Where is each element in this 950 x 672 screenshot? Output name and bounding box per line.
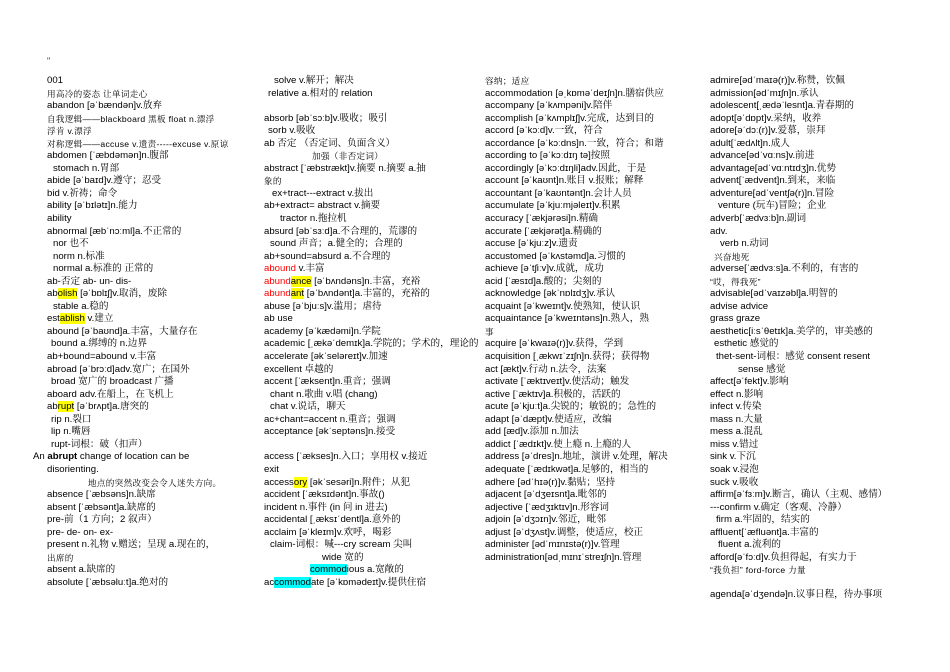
text-line: 001 bbox=[47, 75, 64, 86]
text-line: aesthetic[iːsˈθetɪk]a.美学的，审美感的 bbox=[710, 325, 873, 337]
text-line: admission[ədˈmɪʃn]n.承认 bbox=[710, 87, 819, 99]
colored-fragment: abound bbox=[264, 263, 297, 275]
text-line: ab use bbox=[264, 313, 293, 325]
text-fragment: v.建立 bbox=[84, 313, 114, 325]
text-line: solve v.解开；解决 bbox=[274, 75, 354, 86]
text-line: according to [əˈkɔːdɪŋ tə]按照 bbox=[485, 150, 610, 162]
text-line: admire[ədˈmaɪə(r)]v.称赞，钦佩 bbox=[710, 75, 845, 86]
text-line: “莪负担” ford-force 力量 bbox=[710, 565, 806, 576]
text-line: adjust [əˈdʒʌst]v.调整，使适应，校正 bbox=[485, 526, 644, 538]
text-line: venture (玩车)冒险；企业 bbox=[718, 200, 827, 212]
text-line: lip n.嘴唇 bbox=[51, 426, 91, 438]
highlighted-fragment: ory bbox=[293, 476, 308, 488]
text-line: 用高冷的姿态 让单词走心 bbox=[47, 88, 148, 99]
text-line bbox=[264, 263, 469, 276]
text-line: acquaint [əˈkweɪnt]v.使熟知，使认识 bbox=[485, 300, 641, 312]
text-line: relative a.相对的 relation bbox=[268, 87, 373, 99]
page-mark: " bbox=[47, 56, 51, 66]
text-line: adventure[ədˈventʃə(r)]n.冒险 bbox=[710, 187, 835, 199]
text-line: stomach n.胃部 bbox=[53, 162, 120, 174]
text-line: accommodation [əˌkɒməˈdeɪʃn]n.膳宿供应 bbox=[485, 87, 664, 99]
text-line: accustomed [əˈkʌstəmd]a.习惯的 bbox=[485, 250, 626, 262]
text-line: grass graze bbox=[710, 313, 761, 325]
text-line: add [æd]v.添加 n.加法 bbox=[485, 426, 579, 438]
text-line: normal a.标准的 正常的 bbox=[53, 263, 154, 275]
text-line: ab-否定 ab- un- dis- bbox=[47, 275, 132, 287]
text-line: ex+tract---extract v.拔出 bbox=[272, 187, 374, 199]
text-fragment: ab bbox=[47, 401, 58, 413]
text-line: absurd [əbˈsɜːd]a.不合理的，荒谬的 bbox=[264, 225, 418, 237]
column-2 bbox=[264, 75, 479, 589]
text-line: accurate [ˈækjərət]a.精确的 bbox=[485, 225, 602, 237]
text-line: pre-前（1 方向；2 叙声） bbox=[47, 514, 157, 526]
text-line: sorb v.吸收 bbox=[268, 125, 316, 137]
colored-fragment: abund bbox=[264, 288, 291, 300]
text-line: active [ˈæktɪv]a.积极的，活跃的 bbox=[485, 388, 621, 400]
text-line: adore[əˈdɔː(r)]v.爱慕，崇拜 bbox=[710, 125, 826, 137]
text-line bbox=[264, 288, 469, 301]
text-line: address [əˈdres]n.地址，演讲 v.处理，解决 bbox=[485, 451, 668, 463]
text-line: advance[ədˈvɑːns]v.前进 bbox=[710, 150, 815, 162]
text-line: accelerate [əkˈseləreɪt]v.加速 bbox=[264, 351, 388, 363]
text-line: advantage[ədˈvɑːntɪdʒ]n.优势 bbox=[710, 162, 836, 174]
text-line: affect[əˈfekt]v.影响 bbox=[710, 376, 789, 388]
text-line: exit bbox=[264, 463, 279, 475]
text-line: sink v.下沉 bbox=[710, 451, 756, 463]
text-line: adverb[ˈædvɜːb]n.副词 bbox=[710, 213, 807, 225]
text-line bbox=[264, 439, 469, 452]
text-line: acceptance [əkˈseptəns]n.接受 bbox=[264, 426, 396, 438]
column-1 bbox=[33, 75, 248, 589]
text-line: adjoin [əˈdʒɔɪn]v.邻近，毗邻 bbox=[485, 514, 606, 526]
text-fragment: change of location can be bbox=[77, 451, 190, 463]
text-line: bid v.祈祷；命令 bbox=[47, 187, 118, 199]
text-line: sound 声音；a.健全的；合理的 bbox=[270, 238, 403, 250]
text-line: stable a.稳的 bbox=[53, 300, 109, 312]
text-line: ab+sound=absurd a.不合理的 bbox=[264, 250, 391, 262]
text-line: 自我逻辑——blackboard 黑板 float n.漂浮 bbox=[47, 113, 215, 124]
text-line: claim-词根：喊---cry scream 尖叫 bbox=[270, 539, 413, 551]
text-line: abroad [əˈbrɔːd]adv.宽广；在国外 bbox=[47, 363, 190, 375]
text-line: academy [əˈkædəmi]n.学院 bbox=[264, 325, 381, 337]
column-4 bbox=[710, 75, 920, 602]
text-line: fluent a.流利的 bbox=[718, 539, 781, 551]
text-line: pre- de- on- ex- bbox=[47, 526, 114, 538]
text-line: disorienting. bbox=[47, 463, 99, 475]
text-line: tractor n.拖拉机 bbox=[280, 213, 347, 225]
text-line: soak v.浸泡 bbox=[710, 463, 759, 475]
text-line: academic [ˌækəˈdemɪk]a.学院的；学术的，理论的 bbox=[264, 338, 479, 350]
text-line: accident [ˈæksɪdənt]n.事故() bbox=[264, 489, 385, 501]
text-line: aboard adv.在船上，在飞机上 bbox=[47, 388, 174, 400]
text-line: 出席的 bbox=[47, 552, 74, 563]
text-line bbox=[264, 564, 469, 577]
text-line: ac+chant=accent n.重音；强调 bbox=[264, 413, 396, 425]
text-line: advisable[ədˈvaɪzəbl]a.明智的 bbox=[710, 288, 838, 300]
text-line: “哎，得我死” bbox=[710, 276, 761, 287]
text-line: administration[ədˌmɪnɪˈstreɪʃn]n.管理 bbox=[485, 551, 642, 563]
text-fragment: An bbox=[33, 451, 48, 463]
text-line: abandon [əˈbændən]v.放弃 bbox=[47, 100, 163, 112]
text-line: agenda[əˈdʒendə]n.议事日程，待办事项 bbox=[710, 589, 883, 601]
text-line bbox=[264, 276, 469, 289]
text-line: present n.礼物 v.赠送；呈现 a.现在的， bbox=[47, 539, 216, 551]
text-fragment: ab bbox=[47, 288, 58, 300]
text-line: acclaim [əˈkleɪm]v.欢呼，喝彩 bbox=[264, 526, 392, 538]
text-line: esthetic 感觉的 bbox=[714, 338, 779, 350]
text-line: thet-sent-词根：感觉 consent resent bbox=[716, 351, 871, 363]
text-fragment: [əˈbrʌpt]a.唐突的 bbox=[74, 401, 149, 413]
highlighted-fragment: olish bbox=[57, 288, 78, 300]
text-line: nor 也不 bbox=[53, 238, 89, 250]
text-line: ability [əˈbɪlətɪ]n.能力 bbox=[47, 200, 138, 212]
text-line: absence [ˈæbsəns]n.缺席 bbox=[47, 489, 156, 501]
text-line: wide 宽的 bbox=[322, 551, 364, 563]
text-line: adjective [ˈædʒɪktɪv]n.形容词 bbox=[485, 501, 610, 513]
text-line: adv. bbox=[710, 225, 728, 237]
text-line: accord [əˈkɔːd]v.一致，符合 bbox=[485, 125, 603, 137]
text-fragment: [əˈbɒlɪʃ]v.取消，废除 bbox=[77, 288, 168, 300]
text-fragment: [əkˈsesəri]n.附件；从犯 bbox=[307, 476, 411, 488]
text-line: verb n.动词 bbox=[720, 238, 769, 250]
text-line: advise advice bbox=[710, 300, 769, 312]
text-line: ability bbox=[47, 213, 72, 225]
text-line: mess a.混乱 bbox=[710, 426, 763, 438]
highlighted-fragment: ant bbox=[290, 288, 305, 300]
text-line bbox=[264, 100, 469, 113]
text-line: 事 bbox=[485, 326, 494, 337]
text-line: access [ˈækses]n.入口；享用权 v.接近 bbox=[264, 451, 428, 463]
text-line: adequate [ˈædɪkwət]a.足够的，相当的 bbox=[485, 463, 649, 475]
text-line: rip n.裂口 bbox=[51, 413, 92, 425]
text-fragment: est bbox=[47, 313, 60, 325]
colored-fragment: abund bbox=[264, 275, 291, 287]
text-line: ab 否定 （否定词、负面含义） bbox=[264, 137, 396, 149]
text-fragment: ate [əˈkɒmədeɪt]v.提供住宿 bbox=[310, 576, 427, 588]
text-line: acquisition [ˌækwɪˈzɪʃn]n.获得；获得物 bbox=[485, 351, 650, 363]
text-line: adhere [ədˈhɪə(r)]v.黏贴；坚持 bbox=[485, 476, 616, 488]
text-line bbox=[33, 451, 248, 464]
text-line: suck v.吸收 bbox=[710, 476, 759, 488]
text-line: abstract [ˈæbstrækt]v.摘要 n.摘要 a.抽 bbox=[264, 162, 426, 174]
text-fragment: ious a.宽敞的 bbox=[346, 564, 404, 576]
text-line: effect n.影响 bbox=[710, 388, 764, 400]
text-line: abound [əˈbaʊnd]a.丰富，大量存在 bbox=[47, 325, 198, 337]
text-fragment: abrupt bbox=[47, 451, 78, 463]
text-line: ab+extract= abstract v.摘要 bbox=[264, 200, 381, 212]
text-line: chat v.说话，聊天 bbox=[270, 401, 346, 413]
text-line: firm a.牢固的，结实的 bbox=[716, 514, 810, 526]
column-3 bbox=[485, 75, 695, 564]
text-fragment: [əˈbʌndəns]n.丰富，充裕 bbox=[311, 275, 421, 287]
highlighted-fragment: ablish bbox=[59, 313, 85, 325]
text-line: sense 感觉 bbox=[738, 363, 786, 375]
text-line: rupt-词根：破（扣声） bbox=[51, 438, 148, 450]
text-line: advent[ˈædvent]n.到来，来临 bbox=[710, 175, 836, 187]
text-line: absorb [əbˈsɔːb]v.吸收；吸引 bbox=[264, 112, 388, 124]
text-line: affirm[əˈfɜːm]v.断言，确认（主观、感情） bbox=[710, 489, 888, 501]
text-line: achieve [əˈtʃiːv]v.成就，成功 bbox=[485, 263, 604, 275]
text-line: accuracy [ˈækjərəsi]n.精确 bbox=[485, 213, 599, 225]
text-line: infect v.传染 bbox=[710, 401, 762, 413]
text-line: abide [əˈbaɪd]v.遵守；忍受 bbox=[47, 175, 162, 187]
text-line: adolescent[ˌædəˈlesnt]a.青春期的 bbox=[710, 100, 854, 112]
text-line: afford[əˈfɔːd]v.负担得起，有实力于 bbox=[710, 551, 857, 563]
text-line: accordance [əˈkɔːdns]n.一致，符合；和谐 bbox=[485, 137, 664, 149]
highlighted-fragment: rupt bbox=[57, 401, 75, 413]
text-line: accumulate [əˈkjuːmjəleɪt]v.积累 bbox=[485, 200, 621, 212]
text-line: broad 宽广的 broadcast 广播 bbox=[51, 376, 174, 388]
text-line: accuse [əˈkjuːz]v.遗责 bbox=[485, 238, 578, 250]
text-line bbox=[264, 477, 469, 490]
text-line: norm n.标准 bbox=[53, 250, 105, 262]
text-line: incident n.事件 (in 问 in 进去) bbox=[264, 501, 388, 513]
text-line bbox=[33, 401, 248, 414]
text-line: addict [ˈædɪkt]v.使上瘾 n.上瘾的人 bbox=[485, 438, 632, 450]
text-line: ab+bound=abound v.丰富 bbox=[47, 351, 157, 363]
text-line: accountant [əˈkaʊntənt]n.会计人员 bbox=[485, 187, 632, 199]
text-line: acid [ˈæsɪd]a.酸的；尖刻的 bbox=[485, 275, 602, 287]
text-line: administer [ədˈmɪnɪstə(r)]v.管理 bbox=[485, 539, 620, 551]
text-line: 兴奋地死 bbox=[714, 251, 750, 262]
text-line: 地点的突然改变会令人迷失方向。 bbox=[88, 477, 222, 488]
text-line: 容纳；适应 bbox=[485, 76, 530, 86]
text-line: accompany [əˈkʌmpəni]v.陪伴 bbox=[485, 100, 613, 112]
text-line bbox=[33, 313, 248, 326]
highlighted-fragment: ance bbox=[290, 275, 312, 287]
text-line: accidental [ˌæksɪˈdentl]a.意外的 bbox=[264, 514, 401, 526]
text-line: miss v.错过 bbox=[710, 438, 759, 450]
text-fragment: v.丰富 bbox=[296, 263, 325, 275]
text-line: absolute [ˈæbsəluːt]a.绝对的 bbox=[47, 576, 169, 588]
text-fragment: ac bbox=[264, 576, 275, 588]
text-line: abdomen [ˈæbdəmən]n.腹部 bbox=[47, 150, 169, 162]
highlighted-fragment: commod bbox=[274, 576, 311, 588]
text-line: adjacent [əˈdʒeɪsnt]a.毗邻的 bbox=[485, 489, 607, 501]
text-line: absent [ˈæbsənt]a.缺席的 bbox=[47, 501, 156, 513]
text-line: acute [əˈkjuːt]a.尖锐的；敏锐的；急性的 bbox=[485, 401, 657, 413]
text-line: 对称逻辑——accuse v.遗责-----excuse v.原谅 bbox=[47, 138, 229, 149]
text-line bbox=[264, 577, 469, 590]
text-line: excellent 卓越的 bbox=[264, 363, 334, 375]
text-line: 加强（非否定词） bbox=[312, 151, 384, 162]
text-line: adverse[ˈædvɜːs]a.不利的，有害的 bbox=[710, 263, 859, 275]
text-line: 浮肯 v.漂浮 bbox=[47, 126, 92, 137]
text-fragment: access bbox=[264, 476, 294, 488]
text-line: ---confirm v.确定（客观、冷静） bbox=[710, 501, 847, 513]
text-line: accent [ˈæksent]n.重音；强调 bbox=[264, 376, 391, 388]
text-line: abnormal [æbˈnɔːml]a.不正常的 bbox=[47, 225, 182, 237]
text-line: adopt[əˈdɒpt]v.采纳，收养 bbox=[710, 112, 822, 124]
text-line: acquire [əˈkwaɪə(r)]v.获得，学到 bbox=[485, 338, 624, 350]
text-line: account [əˈkaʊnt]n.账目 v.报账；解释 bbox=[485, 175, 644, 187]
text-line: 象的 bbox=[264, 176, 282, 187]
highlighted-fragment: commod bbox=[310, 564, 347, 576]
text-line: bound a.绑缚的 n.边界 bbox=[51, 338, 147, 350]
text-line: chant n.歌曲 v.唱 (chang) bbox=[270, 388, 378, 400]
text-line: accomplish [əˈkʌmplɪʃ]v.完成，达到目的 bbox=[485, 112, 655, 124]
text-line: affluent[ˈæfluənt]a.丰富的 bbox=[710, 526, 819, 538]
text-line: activate [ˈæktɪveɪt]v.使活动；触发 bbox=[485, 376, 630, 388]
text-line: acquaintance [əˈkweɪntəns]n.熟人，熟 bbox=[485, 313, 649, 325]
text-line: adult[ˈædʌlt]n.成人 bbox=[710, 137, 790, 149]
text-fragment: [əˈbʌndənt]a.丰富的，充裕的 bbox=[304, 288, 430, 300]
text-line: acknowledge [əkˈnɒlɪdʒ]v.承认 bbox=[485, 288, 616, 300]
text-line: absent a.缺席的 bbox=[47, 564, 116, 576]
text-line bbox=[33, 288, 248, 301]
text-line: accordingly [əˈkɔːdɪŋli]adv.因此，于是 bbox=[485, 162, 647, 174]
text-line: abuse [əˈbjuːs]v.滥用；虐待 bbox=[264, 300, 382, 312]
text-line: act [ækt]v.行动 n.法令，法案 bbox=[485, 363, 607, 375]
text-line: mass n.大量 bbox=[710, 413, 763, 425]
text-line bbox=[710, 577, 920, 590]
text-line: adapt [əˈdæpt]v.使适应，改编 bbox=[485, 413, 612, 425]
